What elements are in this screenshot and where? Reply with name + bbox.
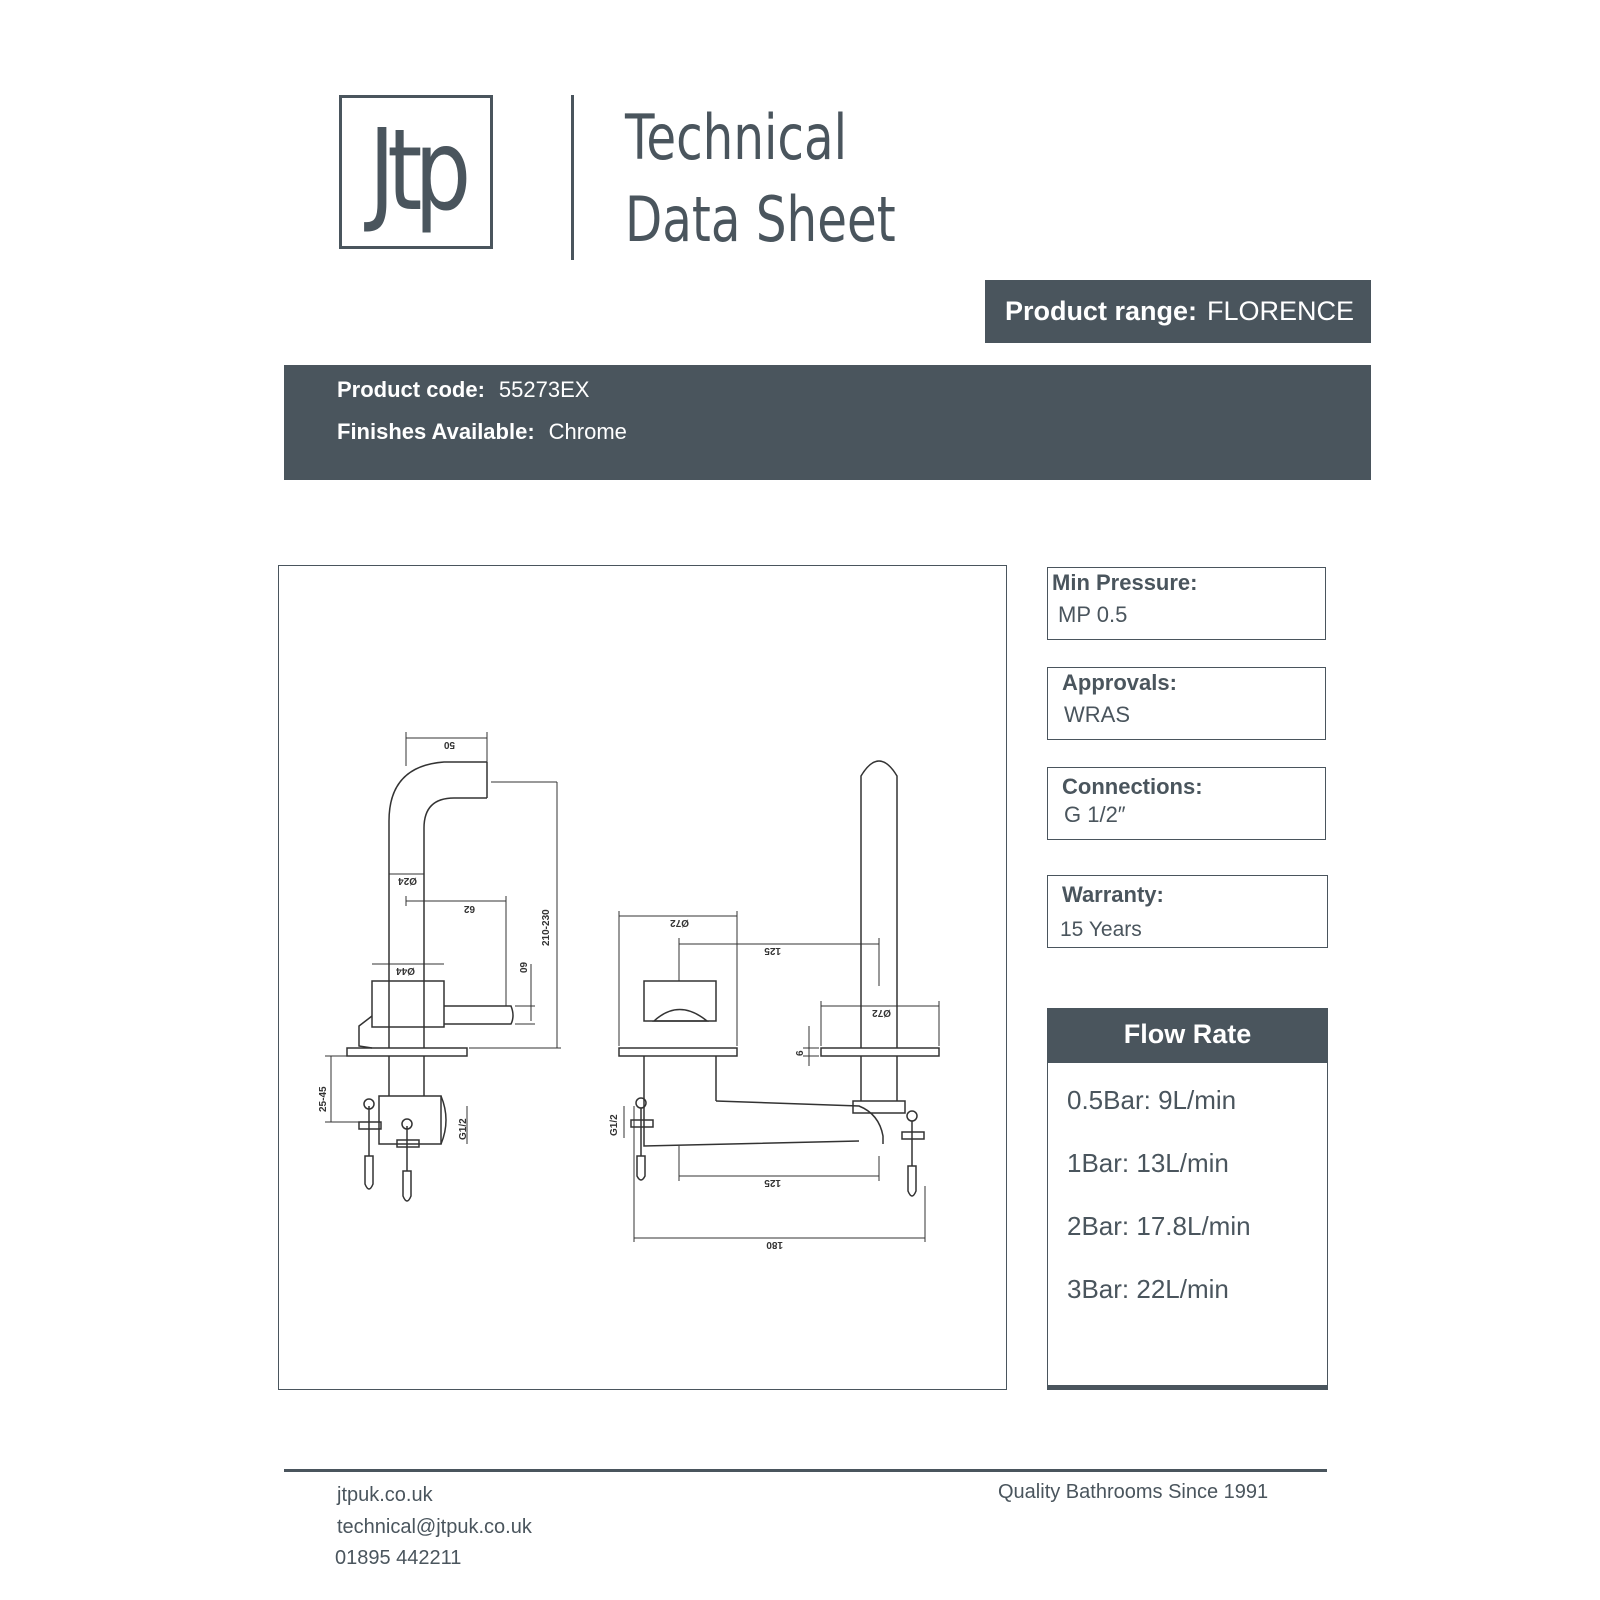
flow-rate-title: Flow Rate bbox=[1048, 1009, 1327, 1063]
dim-180: 180 bbox=[766, 1239, 783, 1250]
side-elevation bbox=[318, 732, 561, 1201]
dim-125-bottom: 125 bbox=[764, 1177, 781, 1188]
dim-o72-right: Ø72 bbox=[872, 1007, 891, 1018]
logo-text: Jtp bbox=[368, 106, 464, 236]
spec-connections bbox=[1047, 767, 1326, 840]
product-code-bar bbox=[284, 365, 1371, 480]
footer-website[interactable]: jtpuk.co.uk bbox=[337, 1484, 433, 1506]
spec-label: Min Pressure: bbox=[1052, 570, 1198, 595]
dim-50: 50 bbox=[443, 739, 455, 750]
spec-min-pressure bbox=[1047, 567, 1326, 640]
dim-25-45: 25-45 bbox=[318, 1086, 329, 1112]
product-code-label: Product code: bbox=[337, 377, 485, 402]
footer-tagline: Quality Bathrooms Since 1991 bbox=[998, 1481, 1269, 1503]
flow-rate: 17.8L/min bbox=[1136, 1211, 1251, 1241]
header-divider bbox=[571, 95, 574, 260]
dim-g12-left: G1/2 bbox=[458, 1118, 469, 1140]
footer-email[interactable]: technical@jtpuk.co.uk bbox=[337, 1516, 532, 1538]
jtp-logo bbox=[339, 95, 493, 249]
flow-rate-row bbox=[1067, 1274, 1229, 1305]
title-line-2: Data Sheet bbox=[625, 183, 896, 256]
dim-62: 62 bbox=[463, 903, 475, 914]
spec-warranty bbox=[1047, 875, 1328, 948]
dim-60: 60 bbox=[517, 962, 528, 974]
product-range-value: FLORENCE bbox=[1206, 296, 1354, 326]
flow-rate-box bbox=[1047, 1008, 1328, 1390]
spec-value: WRAS bbox=[1064, 702, 1130, 727]
flow-pressure: 0.5Bar: bbox=[1067, 1085, 1151, 1115]
spec-label: Approvals: bbox=[1062, 670, 1177, 695]
dim-210-230: 210-230 bbox=[541, 909, 552, 946]
flow-pressure: 3Bar: bbox=[1067, 1274, 1130, 1304]
spec-value: MP 0.5 bbox=[1058, 602, 1128, 627]
front-elevation bbox=[609, 761, 939, 1250]
product-code-value: 55273EX bbox=[498, 377, 590, 402]
flow-pressure: 1Bar: bbox=[1067, 1148, 1130, 1178]
dim-6: 6 bbox=[795, 1050, 806, 1056]
dim-o24: Ø24 bbox=[398, 875, 417, 886]
flow-rate: 13L/min bbox=[1136, 1148, 1229, 1178]
spec-value: 15 Years bbox=[1060, 918, 1142, 941]
title-line-1: Technical bbox=[625, 101, 848, 174]
spec-value: G 1/2″ bbox=[1064, 802, 1126, 827]
technical-drawing-frame bbox=[278, 565, 1007, 1390]
dim-g12-right: G1/2 bbox=[609, 1114, 620, 1136]
flow-pressure: 2Bar: bbox=[1067, 1211, 1130, 1241]
flow-rate: 22L/min bbox=[1136, 1274, 1229, 1304]
finishes-label: Finishes Available: bbox=[337, 419, 535, 444]
footer-phone: 01895 442211 bbox=[335, 1547, 462, 1569]
spec-approvals bbox=[1047, 667, 1326, 740]
flow-rate-row bbox=[1067, 1148, 1229, 1179]
product-range-bar bbox=[985, 280, 1371, 343]
spec-label: Warranty: bbox=[1062, 882, 1164, 907]
flow-rate-row bbox=[1067, 1211, 1251, 1242]
flow-rate: 9L/min bbox=[1158, 1085, 1237, 1115]
footer-divider bbox=[284, 1469, 1327, 1472]
dim-125-top: 125 bbox=[764, 945, 781, 956]
dim-o44: Ø44 bbox=[396, 965, 415, 976]
product-code-row bbox=[337, 377, 589, 403]
technical-drawing bbox=[279, 566, 1005, 1388]
product-range-label: Product range: bbox=[1004, 296, 1197, 326]
finishes-row bbox=[337, 419, 627, 445]
finishes-value: Chrome bbox=[548, 419, 627, 444]
dim-o72-left: Ø72 bbox=[670, 917, 689, 928]
spec-label: Connections: bbox=[1062, 774, 1203, 799]
flow-rate-row bbox=[1067, 1085, 1236, 1116]
